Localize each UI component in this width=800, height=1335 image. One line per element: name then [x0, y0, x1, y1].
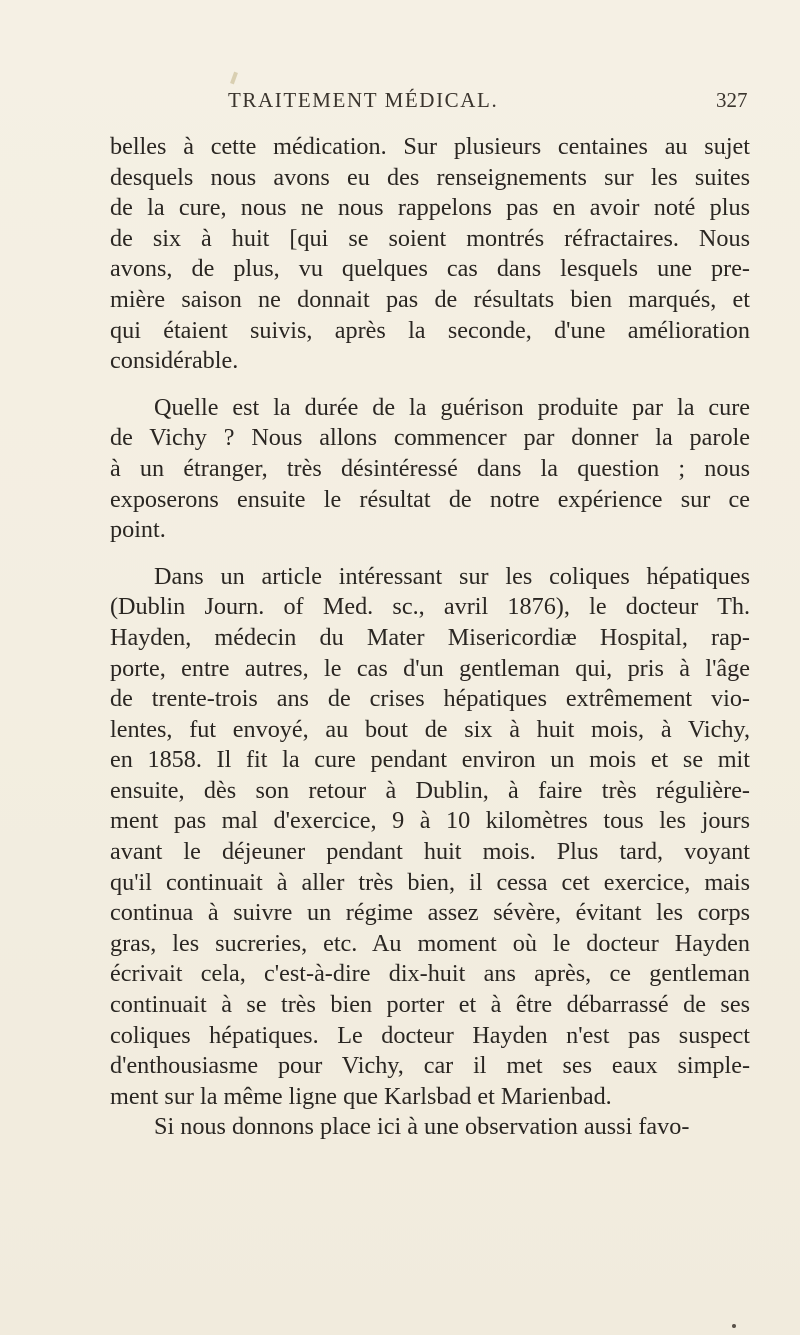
page-number: 327: [716, 88, 748, 112]
text-line: de la cure, nous ne nous rappelons pas en avoir noté plus: [110, 194, 750, 222]
text-line: ment pas mal d'exercice, 9 à 10 kilomètres tous les jours: [110, 807, 750, 835]
text-line: continua à suivre un régime assez sévère, évitant les corps: [110, 899, 750, 927]
text-line: en 1858. Il fit la cure pendant environ un mois et se mit: [110, 746, 750, 774]
text-line: Si nous donnons place ici à une observation aussi favo-: [154, 1113, 690, 1141]
text-line: Dans un article intéressant sur les coliques hépatiques: [154, 562, 750, 590]
text-line: porte, entre autres, le cas d'un gentleman qui, pris à l'âge: [110, 654, 750, 682]
text-line: coliques hépatiques. Le docteur Hayden n'est pas suspect: [110, 1021, 750, 1049]
text-line: Hayden, médecin du Mater Misericordiæ Hospital, rap-: [110, 623, 750, 651]
text-line: exposerons ensuite le résultat de notre expérience sur ce: [110, 485, 750, 513]
text-line: de Vichy ? Nous allons commencer par donner la parole: [110, 424, 750, 452]
text-line: considérable.: [110, 347, 239, 375]
running-title: TRAITEMENT MÉDICAL.: [228, 88, 499, 112]
text-line: ensuite, dès son retour à Dublin, à faire très régulière-: [110, 776, 750, 804]
text-line: avons, de plus, vu quelques cas dans lesquels une pre-: [110, 255, 750, 283]
text-line: Quelle est la durée de la guérison produite par la cure: [154, 393, 750, 421]
text-line: ment sur la même ligne que Karlsbad et Marienbad.: [110, 1082, 612, 1110]
text-line: écrivait cela, c'est-à-dire dix-huit ans après, ce gentleman: [110, 960, 750, 988]
paragraph: [110, 393, 750, 546]
text-line: de trente-trois ans de crises hépatiques extrêmement vio-: [110, 685, 750, 713]
text-line: mière saison ne donnait pas de résultats bien marqués, et: [110, 285, 750, 313]
body-text: [110, 132, 750, 1159]
text-line: de six à huit [qui se soient montrés réfractaires. Nous: [110, 224, 750, 252]
text-line: point.: [110, 516, 166, 544]
text-line: (Dublin Journ. of Med. sc., avril 1876), le docteur Th.: [110, 593, 750, 621]
page-header: [0, 88, 800, 118]
text-line: desquels nous avons eu des renseignements sur les suites: [110, 163, 750, 191]
text-line: lentes, fut envoyé, au bout de six à huit mois, à Vichy,: [110, 715, 750, 743]
paragraph: [110, 562, 750, 1113]
paragraph: [110, 1112, 750, 1143]
text-line: à un étranger, très désintéressé dans la question ; nous: [110, 454, 750, 482]
text-line: qu'il continuait à aller très bien, il cessa cet exercice, mais: [110, 868, 750, 896]
text-line: continuait à se très bien porter et à être débarrassé de ses: [110, 991, 750, 1019]
text-line: d'enthousiasme pour Vichy, car il met ses eaux simple-: [110, 1052, 750, 1080]
margin-mark: [230, 72, 238, 85]
text-line: avant le déjeuner pendant huit mois. Plus tard, voyant: [110, 838, 750, 866]
ink-dot: [732, 1324, 736, 1328]
text-line: qui étaient suivis, après la seconde, d'une amélioration: [110, 316, 750, 344]
text-line: gras, les sucreries, etc. Au moment où le docteur Hayden: [110, 929, 750, 957]
paragraph: [110, 132, 750, 377]
text-line: belles à cette médication. Sur plusieurs centaines au sujet: [110, 133, 750, 160]
